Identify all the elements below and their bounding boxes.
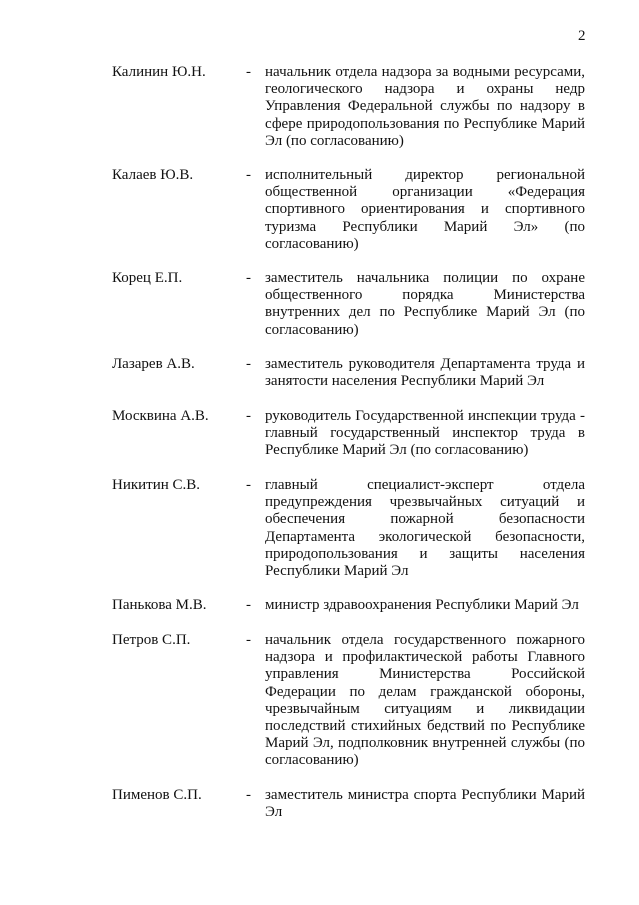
member-position: исполнительный директор региональной общественной организации «Федерация спортивного ориентирования и спортивного туризма Республики Марий Эл» (по согласованию) <box>265 167 585 252</box>
separator-dash: - <box>246 597 251 613</box>
separator-dash: - <box>246 167 251 183</box>
member-position: начальник отдела надзора за водными ресурсами, геологического надзора и охраны недр Управления Федеральной службы по надзору в сфере природопользования по Республике Марий Эл (по согласованию) <box>265 64 585 149</box>
separator-dash: - <box>246 408 251 424</box>
separator-dash: - <box>246 356 251 372</box>
page-number: 2 <box>578 28 586 44</box>
member-name: Панькова М.В. <box>112 597 207 613</box>
member-position: заместитель руководителя Департамента труда и занятости населения Республики Марий Эл <box>265 356 585 390</box>
member-position: заместитель начальника полиции по охране общественного порядка Министерства внутренних дел по Республике Марий Эл (по согласованию) <box>265 270 585 338</box>
member-name: Калинин Ю.Н. <box>112 64 206 80</box>
separator-dash: - <box>246 270 251 286</box>
member-name: Лазарев А.В. <box>112 356 195 372</box>
member-name: Калаев Ю.В. <box>112 167 194 183</box>
member-position: министр здравоохранения Республики Марий Эл <box>265 597 579 613</box>
separator-dash: - <box>246 64 251 80</box>
member-name: Никитин С.В. <box>112 477 201 493</box>
member-position: начальник отдела государственного пожарного надзора и профилактической работы Главного управления Министерства Российской Федерации по делам гражданской обороны, чрезвычайным ситуациям и ликвидации последствий стихийных бедствий по Республике Марий Эл, подполковник внутренней службы (по согласованию) <box>265 632 585 769</box>
member-name: Москвина А.В. <box>112 408 209 424</box>
member-position: заместитель министра спорта Республики Марий Эл <box>265 787 585 821</box>
separator-dash: - <box>246 477 251 493</box>
member-position: руководитель Государственной инспекции труда - главный государственный инспектор труда в Республике Марий Эл (по согласованию) <box>265 408 585 459</box>
separator-dash: - <box>246 787 251 803</box>
separator-dash: - <box>246 632 251 648</box>
member-name: Петров С.П. <box>112 632 191 648</box>
member-position: главный специалист-эксперт отдела предупреждения чрезвычайных ситуаций и обеспечения пожарной безопасности Департамента экологической безопасности, природопользования и защиты населения Республики Марий Эл <box>265 477 585 580</box>
member-name: Пименов С.П. <box>112 787 202 803</box>
member-name: Корец Е.П. <box>112 270 183 286</box>
